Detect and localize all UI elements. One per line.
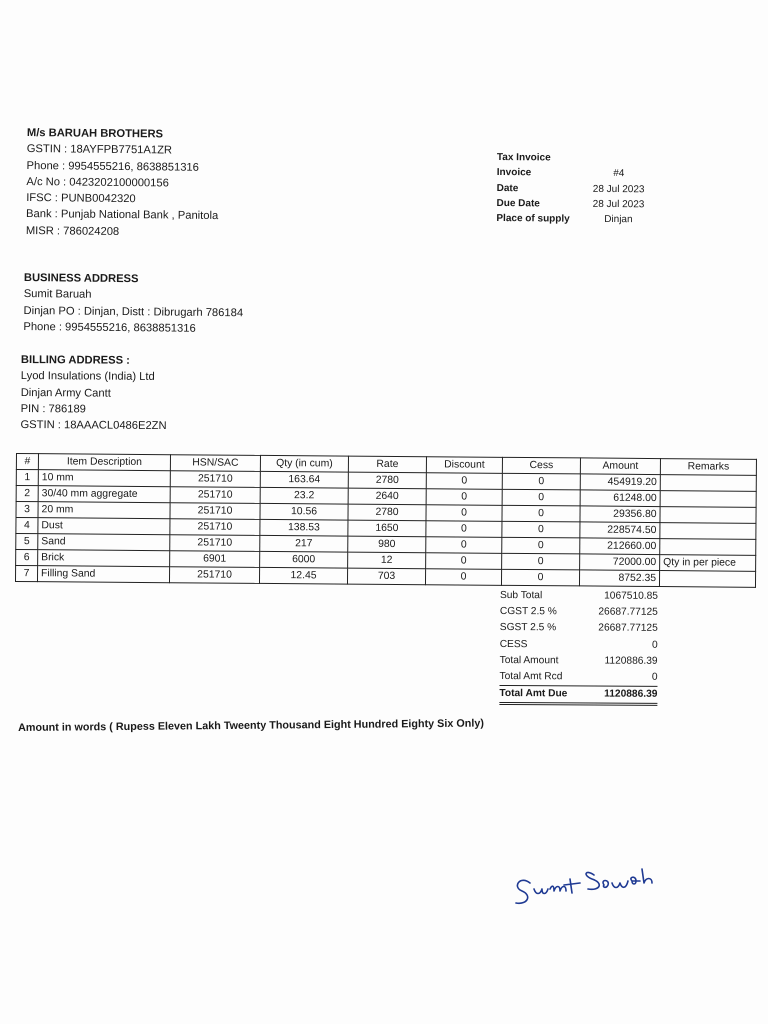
table-cell: [660, 507, 756, 524]
table-cell: 61248.00: [580, 490, 660, 507]
table-cell: [660, 539, 756, 556]
amount-in-words: Amount in words ( Rupess Eleven Lakh Tweenty Thousand Eight Hundred Eighty Six Only): [18, 717, 485, 734]
invoice-meta-key: Invoice: [496, 167, 532, 179]
table-cell: 251710: [170, 519, 260, 536]
table-cell: 0: [426, 553, 502, 570]
table-cell: 0: [426, 537, 502, 554]
column-header: Cess: [502, 457, 580, 474]
billing-address: [20, 352, 167, 435]
table-cell: [660, 475, 756, 492]
invoice-meta-row: [496, 196, 658, 213]
invoice-meta-value: #4: [613, 168, 625, 180]
table-cell: 163.64: [260, 471, 348, 488]
table-cell: 2780: [348, 472, 426, 489]
totals-row: [500, 604, 658, 621]
table-cell: 251710: [170, 471, 260, 488]
totals-value: 26687.77125: [598, 622, 658, 635]
seller-misr: MISR : 786024208: [25, 224, 120, 238]
table-cell: 251710: [169, 567, 259, 584]
items-table: [15, 453, 757, 588]
totals-value: 26687.77125: [598, 606, 658, 619]
invoice-meta: [496, 150, 659, 228]
table-cell: 0: [425, 569, 501, 586]
table-cell: 6901: [170, 551, 260, 568]
billing-pin: PIN : 786189: [20, 402, 86, 416]
table-cell: 12: [348, 552, 426, 569]
table-cell: 4: [16, 518, 38, 534]
table-cell: 0: [502, 473, 580, 490]
table-cell: 0: [502, 505, 580, 522]
table-cell: 72000.00: [580, 554, 660, 571]
invoice-meta-value: Dinjan: [604, 214, 633, 226]
invoice-meta-value: 28 Jul 2023: [592, 183, 645, 195]
table-cell: 251710: [170, 503, 260, 520]
table-cell: 0: [502, 489, 580, 506]
totals-label: CGST 2.5 %: [499, 606, 557, 618]
totals-label: Total Amt Rcd: [499, 670, 563, 683]
table-cell: [660, 523, 756, 540]
totals-row: [500, 588, 658, 605]
table-cell: 251710: [170, 487, 260, 504]
table-cell: 2: [16, 486, 38, 502]
column-header: Discount: [426, 457, 502, 474]
seller-details: [26, 125, 219, 241]
business-name: Sumit Baruah: [23, 288, 92, 302]
totals-label: Total Amount: [499, 654, 559, 667]
totals-value: 1120886.39: [604, 688, 658, 700]
invoice-meta-key: Date: [496, 182, 519, 194]
table-cell: Qty in per piece: [660, 555, 756, 572]
column-header: Rate: [348, 456, 426, 473]
table-cell: 10 mm: [38, 470, 170, 487]
invoice-meta-row: [497, 181, 659, 198]
table-cell: 217: [260, 535, 348, 552]
table-cell: 212660.00: [580, 538, 660, 555]
invoice-type-label: Tax Invoice: [496, 151, 551, 164]
business-address-heading: BUSINESS ADDRESS: [23, 271, 139, 286]
billing-gstin: GSTIN : 18AAACL0486E2ZN: [20, 419, 167, 433]
business-phone: Phone : 9954555216, 8638851316: [23, 320, 196, 335]
totals-row: [500, 620, 658, 637]
business-address-line: Dinjan PO : Dinjan, Distt : Dibrugarh 786184: [23, 304, 244, 319]
table-cell: 138.53: [260, 519, 348, 536]
column-header: #: [16, 454, 38, 470]
totals-row: [499, 669, 657, 686]
table-cell: 6: [16, 550, 38, 566]
table-cell: 7: [15, 566, 37, 582]
table-cell: 0: [426, 489, 502, 506]
totals-label: Sub Total: [499, 590, 543, 602]
totals-row: [500, 637, 658, 654]
invoice-type: [497, 150, 659, 167]
column-header: Amount: [580, 458, 660, 475]
table-cell: 1650: [348, 520, 426, 537]
invoice-meta-rows: [496, 165, 659, 228]
table-cell: 12.45: [259, 567, 347, 584]
business-address: [23, 270, 243, 337]
table-cell: 3: [16, 502, 38, 518]
table-cell: 0: [502, 537, 580, 554]
table-cell: Filling Sand: [37, 566, 169, 583]
table-cell: 228574.50: [580, 522, 660, 539]
table-cell: 0: [426, 473, 502, 490]
column-header: Item Description: [38, 454, 170, 471]
invoice-meta-row: [497, 165, 659, 182]
totals-row: [499, 685, 657, 706]
seller-ifsc: IFSC : PUNB0042320: [26, 192, 136, 206]
invoice-meta-value: 28 Jul 2023: [592, 198, 645, 211]
invoice-meta-row: [496, 211, 658, 228]
items-table-body: [15, 470, 756, 588]
table-cell: 1: [16, 470, 38, 486]
totals-row: [500, 653, 658, 670]
table-cell: Sand: [38, 534, 170, 551]
invoice-meta-key: Place of supply: [496, 213, 570, 225]
seller-account: A/c No : 0423202100000156: [26, 175, 169, 190]
totals-summary: [499, 588, 658, 706]
table-cell: 0: [501, 569, 579, 586]
table-cell: 2780: [348, 504, 426, 521]
seller-phone: Phone : 9954555216, 8638851316: [26, 159, 199, 174]
table-cell: 454919.20: [580, 474, 660, 491]
seller-bank: Bank : Punjab National Bank , Panitola: [26, 208, 219, 223]
table-cell: 703: [347, 568, 425, 585]
table-cell: Dust: [38, 518, 170, 535]
table-cell: 23.2: [260, 487, 348, 504]
totals-label: CESS: [499, 638, 528, 650]
table-cell: 30/40 mm aggregate: [38, 486, 170, 503]
totals-value: 1067510.85: [604, 590, 658, 602]
billing-address-line: Dinjan Army Cantt: [20, 386, 111, 400]
totals-value: 0: [651, 671, 658, 683]
invoice-meta-key: Due Date: [496, 197, 540, 210]
table-cell: 251710: [170, 535, 260, 552]
table-cell: [659, 571, 755, 588]
totals-label: SGST 2.5 %: [499, 622, 557, 634]
table-cell: 20 mm: [38, 502, 170, 519]
column-header: Remarks: [660, 459, 756, 476]
table-cell: 0: [502, 521, 580, 538]
table-cell: 6000: [260, 551, 348, 568]
table-cell: 0: [502, 553, 580, 570]
table-cell: 0: [426, 521, 502, 538]
totals-value: 0: [652, 639, 658, 651]
column-header: Qty (in cum): [260, 455, 348, 472]
billing-address-heading: BILLING ADDRESS :: [20, 353, 130, 367]
table-cell: 0: [426, 505, 502, 522]
table-cell: 980: [348, 536, 426, 553]
seller-gstin: GSTIN : 18AYFPB7751A1ZR: [26, 143, 173, 157]
table-cell: Brick: [38, 550, 170, 567]
table-cell: 2640: [348, 488, 426, 505]
table-cell: 8752.35: [579, 570, 659, 587]
column-header: HSN/SAC: [170, 455, 260, 472]
totals-label: Total Amt Due: [499, 688, 568, 700]
table-cell: 29356.80: [580, 506, 660, 523]
table-cell: [660, 491, 756, 508]
seller-name: M/s BARUAH BROTHERS: [26, 126, 164, 141]
table-cell: 10.56: [260, 503, 348, 520]
totals-value: 1120886.39: [604, 655, 658, 667]
table-cell: 5: [16, 534, 38, 550]
billing-name: Lyod Insulations (India) Ltd: [20, 370, 155, 384]
signature-image: [508, 845, 683, 915]
